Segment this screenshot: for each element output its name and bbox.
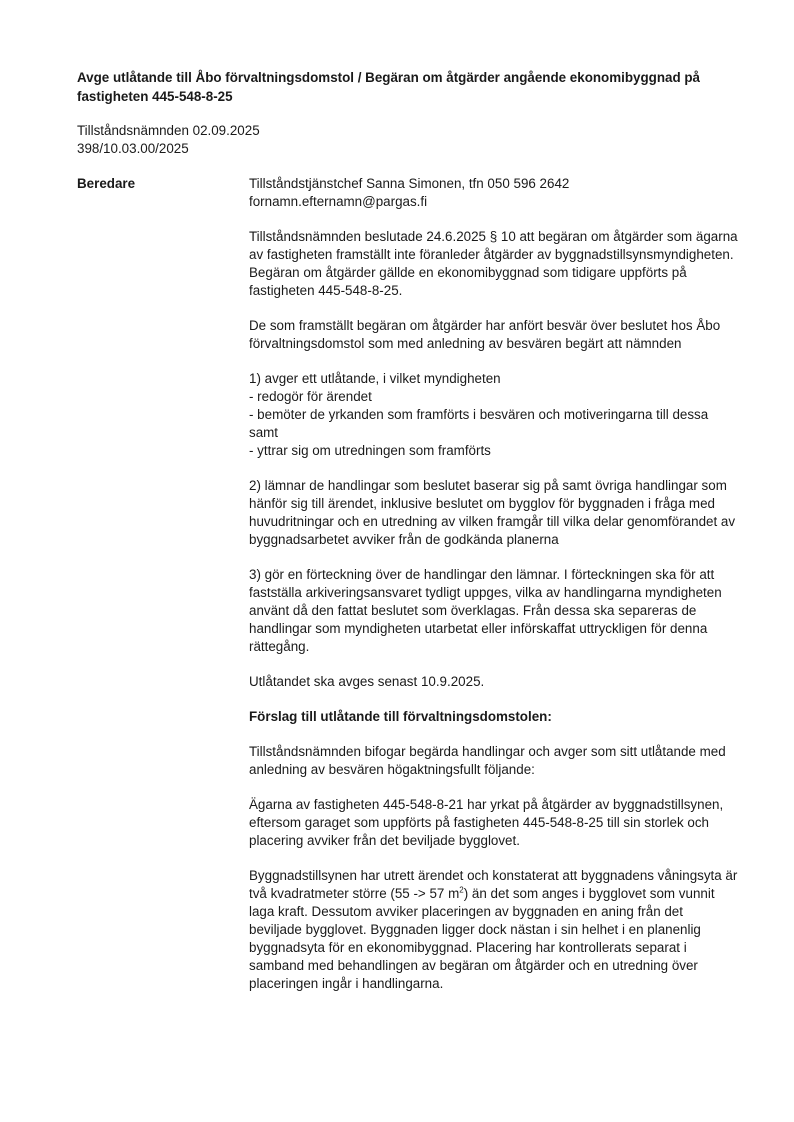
paragraph-claim: Ägarna av fastigheten 445-548-8-21 har yrkat på åtgärder av byggnadstillsynen, eftersom garaget som uppförts på fastigheten 445-548-8-25 till sin storlek och placering avviker från det beviljade bygglovet. <box>249 797 724 848</box>
preparer-name: Tillståndstjänstchef Sanna Simonen, tfn 050 596 2642 <box>249 176 570 191</box>
reference-number: 398/10.03.00/2025 <box>77 141 189 156</box>
paragraph-statement: Tillståndsnämnden bifogar begärda handlingar och avger som sitt utlåtande med anledning av besvären högaktningsfullt följande: <box>249 744 726 777</box>
paragraph-appeal: De som framställt begäran om åtgärder har anfört besvär över beslutet hos Åbo förvaltningsdomstol som med anledning av besvären begärt att nämnden <box>249 318 721 351</box>
request-list-2: 2) lämnar de handlingar som beslutet baserar sig på samt övriga handlingar som hänför sig till ärendet, inklusive beslutet om bygglov för byggnaden i fråga med huvudritningar och en utredning av vilken framgår till vilka delar genomförandet av byggnadsarbetet avviker från de godkända planerna <box>249 478 736 547</box>
investigation-text-b: ) än det som anges i bygglovet som vunnit laga kraft. Dessutom avviker placeringen av byggnaden en aning från det beviljade bygglovet. Byggnaden ligger dock nästan i sin helhet i en planenlig byggnadsyta för en ekonomibyggnad. Placering har kontrollerats separat i samband med behandlingen av begäran om åtgärder och en utredning över placeringen ingår i handlingarna. <box>249 886 715 991</box>
proposal-heading: Förslag till utlåtande till förvaltningsdomstolen: <box>249 709 552 724</box>
document-title: Avge utlåtande till Åbo förvaltningsdomstol / Begäran om åtgärder angående ekonomibyggnad på fastigheten 445-548-8-25 <box>77 70 700 104</box>
meeting-date: Tillståndsnämnden 02.09.2025 <box>77 123 260 138</box>
list-item: - yttrar sig om utredningen som framförts <box>249 443 491 458</box>
document-body <box>249 175 739 993</box>
list-item: - redogör för ärendet <box>249 389 372 404</box>
paragraph-decision: Tillståndsnämnden beslutade 24.6.2025 § 10 att begäran om åtgärder som ägarna av fastigheten framställt inte föranleder åtgärder av byggnadstillsynsmyndigheten. Begäran om åtgärder gällde en ekonomibyggnad som tidigare uppförts på fastigheten 445-548-8-25. <box>249 229 738 298</box>
document-meta <box>77 122 260 158</box>
list-item: - bemöter de yrkanden som framförts i besvären och motiveringarna till dessa samt <box>249 407 709 440</box>
list-item: 1) avger ett utlåtande, i vilket myndigheten <box>249 371 501 386</box>
request-list-3: 3) gör en förteckning över de handlingar den lämnar. I förteckningen ska för att fastställa arkiveringsansvaret tydligt uppges, vilka av handlingarna myndigheten använt då den fattat beslutet som överklagas. Från dessa ska separeras de handlingar som myndigheten utarbetat eller införskaffat uttryckligen för denna rättegång. <box>249 567 722 654</box>
paragraph-investigation <box>249 867 739 993</box>
deadline: Utlåtandet ska avges senast 10.9.2025. <box>249 674 485 689</box>
preparer-block <box>249 175 739 211</box>
preparer-email: fornamn.efternamn@pargas.fi <box>249 194 428 209</box>
superscript-2: 2 <box>459 885 464 895</box>
investigation-text-a: Byggnadstillsynen har utrett ärendet och konstaterat att byggnadens våningsyta är två kvadratmeter större (55 -> 57 m <box>249 868 738 901</box>
request-list-1 <box>249 370 739 460</box>
preparer-label: Beredare <box>77 176 136 191</box>
